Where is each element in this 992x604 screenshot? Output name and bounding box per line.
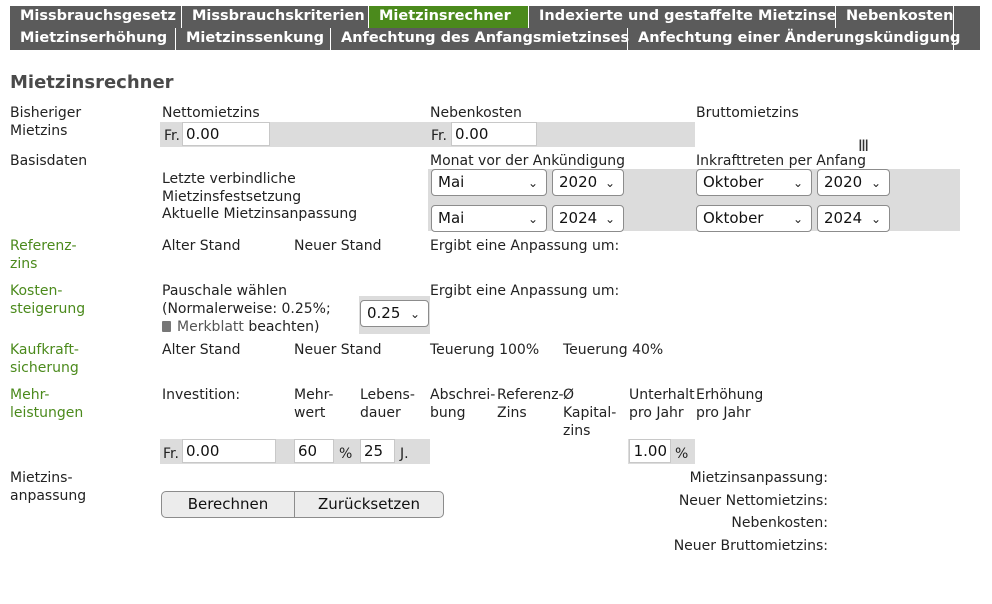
netto-label: Nettomietzins: [162, 105, 260, 121]
kostensteigerung-label[interactable]: Kosten-steigerung: [10, 283, 86, 317]
inkraft-jahr-select-2[interactable]: [817, 205, 890, 232]
beachten-text: beachten): [248, 319, 320, 335]
referenzzins-label[interactable]: Referenz-zins: [10, 238, 77, 272]
select-value: 0.25: [367, 304, 401, 322]
ankuendigung-jahr-select-2[interactable]: [552, 205, 624, 232]
select-value: Oktober: [703, 173, 764, 191]
mietzinsanpassung-label: Mietzins-anpassung: [10, 470, 87, 504]
lebensdauer-unit: J.: [400, 446, 409, 462]
tab-missbrauchsgesetz[interactable]: Missbrauchsgesetz: [10, 6, 182, 28]
referenzzins-col-label: Referenz-Zins: [497, 387, 564, 421]
merkblatt-line: [162, 318, 319, 336]
inkraft-jahr-select-1[interactable]: [817, 169, 890, 196]
select-value: 2020: [824, 173, 863, 191]
berechnen-button[interactable]: Berechnen: [161, 491, 295, 518]
unterhalt-label: Unterhalt pro Jahr: [629, 387, 695, 421]
merkblatt-link[interactable]: Merkblatt: [177, 319, 244, 335]
basisdaten-label: Basisdaten: [10, 153, 88, 169]
mehrwert-label: Mehr-wert: [294, 387, 334, 421]
mehrwert-percent: %: [339, 446, 353, 462]
kaufkraft-alt-label: Alter Stand: [162, 342, 241, 358]
normalerweise-label: (Normalerweise: 0.25%;: [162, 301, 331, 317]
chevron-down-icon: ⌄: [604, 176, 615, 190]
teuerung-100-label: Teuerung 100%: [430, 342, 540, 358]
chevron-down-icon: ⌄: [870, 212, 881, 226]
tab-missbrauchskriterien[interactable]: Missbrauchskriterien: [182, 6, 369, 28]
text-cursor-icon: Ⅲ: [858, 136, 870, 155]
kostensteigerung-ergibt-label: Ergibt eine Anpassung um:: [430, 283, 620, 299]
investition-input[interactable]: [182, 439, 276, 463]
neben-label: Nebenkosten: [430, 105, 522, 121]
kaufkraft-label[interactable]: Kaufkraft-sicherung: [10, 342, 79, 376]
mehrwert-input[interactable]: [294, 439, 334, 463]
teuerung-40-label: Teuerung 40%: [563, 342, 664, 358]
chevron-down-icon: ⌄: [527, 212, 538, 226]
unterhalt-percent: %: [675, 446, 689, 462]
referenzzins-ergibt-label: Ergibt eine Anpassung um:: [430, 238, 620, 254]
document-icon: [162, 321, 171, 332]
chevron-down-icon: ⌄: [604, 212, 615, 226]
kaufkraft-neu-label: Neuer Stand: [294, 342, 382, 358]
result-mietzinsanpassung: Mietzinsanpassung:: [689, 470, 828, 486]
letzte-festsetzung-label: Letzte verbindliche Mietzinsfestsetzung: [162, 171, 302, 205]
ankuendigung-monat-select-1[interactable]: [431, 169, 547, 196]
chevron-down-icon: ⌄: [870, 176, 881, 190]
tab-nebenkosten[interactable]: Nebenkosten: [836, 6, 954, 28]
pauschale-select[interactable]: [360, 300, 429, 327]
page-title: Mietzinsrechner: [10, 72, 174, 93]
nav-row-1: [10, 6, 980, 28]
neben-input[interactable]: [451, 122, 537, 146]
tab-mietzinserhoehung[interactable]: Mietzinserhöhung: [10, 28, 176, 50]
erhoehung-label: Erhöhung pro Jahr: [696, 387, 764, 421]
select-value: 2024: [824, 209, 863, 227]
tab-anfechtung-anfangsmietzins[interactable]: Anfechtung des Anfangsmietzinses: [331, 28, 628, 50]
abschreibung-label: Abschrei-bung: [430, 387, 496, 421]
referenzzins-alt-label: Alter Stand: [162, 238, 241, 254]
chevron-down-icon: ⌄: [792, 176, 803, 190]
investition-label: Investition:: [162, 387, 241, 403]
select-value: Oktober: [703, 209, 764, 227]
tab-indexierte-gestaffelte-mietzinse[interactable]: Indexierte und gestaffelte Mietzinse: [529, 6, 836, 28]
result-neuer-bruttomietzins: Neuer Bruttomietzins:: [673, 538, 828, 554]
select-value: Mai: [438, 209, 465, 227]
aktuelle-anpassung-label: Aktuelle Mietzinsanpassung: [162, 206, 358, 222]
tab-mietzinsrechner[interactable]: Mietzinsrechner: [369, 6, 529, 28]
tab-anfechtung-aenderungskuendigung[interactable]: Anfechtung einer Änderungskündigung: [628, 28, 954, 50]
chevron-down-icon: ⌄: [527, 176, 538, 190]
referenzzins-neu-label: Neuer Stand: [294, 238, 382, 254]
bisheriger-mietzins-label: Bisheriger Mietzins: [10, 105, 82, 139]
netto-currency: Fr.: [164, 128, 180, 144]
mehrleistungen-label[interactable]: Mehr-leistungen: [10, 387, 84, 421]
lebensdauer-label: Lebens-dauer: [360, 387, 415, 421]
nav-row-2: [10, 28, 980, 50]
ankuendigung-monat-select-2[interactable]: [431, 205, 547, 232]
select-value: Mai: [438, 173, 465, 191]
monat-vor-ankuendigung-label: Monat vor der Ankündigung: [430, 153, 625, 169]
zuruecksetzen-button[interactable]: Zurücksetzen: [294, 491, 444, 518]
unterhalt-input[interactable]: [629, 439, 671, 463]
inkrafttreten-label: Inkrafttreten per Anfang: [696, 153, 867, 169]
chevron-down-icon: ⌄: [409, 307, 420, 321]
neben-currency: Fr.: [431, 128, 447, 144]
result-neuer-nettomietzins: Neuer Nettomietzins:: [678, 493, 828, 509]
lebensdauer-input[interactable]: [360, 439, 395, 463]
pauschale-label: Pauschale wählen: [162, 283, 287, 299]
ankuendigung-jahr-select-1[interactable]: [552, 169, 624, 196]
inkraft-monat-select-2[interactable]: [696, 205, 812, 232]
select-value: 2024: [559, 209, 598, 227]
tab-mietzinssenkung[interactable]: Mietzinssenkung: [176, 28, 331, 50]
brutto-label: Bruttomietzins: [696, 105, 799, 121]
kapitalzins-label: Ø Kapital-zins: [563, 387, 617, 439]
netto-input[interactable]: [182, 122, 270, 146]
result-nebenkosten: Nebenkosten:: [731, 515, 828, 531]
chevron-down-icon: ⌄: [792, 212, 803, 226]
select-value: 2020: [559, 173, 598, 191]
inkraft-monat-select-1[interactable]: [696, 169, 812, 196]
investition-currency: Fr.: [163, 446, 179, 462]
